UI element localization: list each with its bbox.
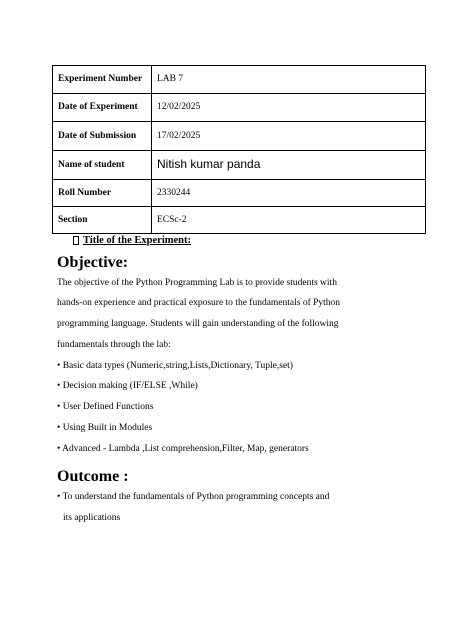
row-label: Date of Experiment xyxy=(53,94,152,122)
objective-bullet: • Decision making (IF/ELSE ,While) xyxy=(57,381,198,391)
objective-line: fundamentals through the lab: xyxy=(57,340,171,350)
experiment-info-table xyxy=(52,65,426,234)
outcome-line: its applications xyxy=(63,513,121,523)
row-value: 17/02/2025 xyxy=(152,122,426,151)
objective-line: programming language. Students will gain understanding of the following xyxy=(57,319,339,329)
table-row xyxy=(53,207,426,234)
row-label: Name of student xyxy=(53,151,152,180)
row-label: Experiment Number xyxy=(53,66,152,94)
table-row xyxy=(53,66,426,94)
row-value: Nitish kumar panda xyxy=(152,151,426,180)
row-value: ECSc-2 xyxy=(152,207,426,234)
table-row xyxy=(53,122,426,151)
objective-line: The objective of the Python Programming Lab is to provide students with xyxy=(57,278,337,288)
outcome-line: • To understand the fundamentals of Python programming concepts and xyxy=(57,492,330,502)
objective-heading: Objective: xyxy=(57,254,129,271)
row-value: 2330244 xyxy=(152,180,426,207)
experiment-title-text: Title of the Experiment: xyxy=(83,235,191,246)
outcome-heading: Outcome : xyxy=(57,468,129,485)
objective-bullet: • Advanced - Lambda ,List comprehension,Filter, Map, generators xyxy=(57,444,309,454)
row-label: Date of Submission xyxy=(53,122,152,151)
row-label: Section xyxy=(53,207,152,234)
table-row xyxy=(53,151,426,180)
table-row xyxy=(53,180,426,207)
experiment-title xyxy=(73,235,191,246)
row-value: 12/02/2025 xyxy=(152,94,426,122)
row-label: Roll Number xyxy=(53,180,152,207)
objective-bullet: • Basic data types (Numeric,string,Lists,Dictionary, Tuple,set) xyxy=(57,361,293,371)
objective-bullet: • User Defined Functions xyxy=(57,402,154,412)
row-value: LAB 7 xyxy=(152,66,426,94)
objective-line: hands-on experience and practical exposure to the fundamentals of Python xyxy=(57,298,341,308)
checkbox-icon xyxy=(73,236,79,245)
table-row xyxy=(53,94,426,122)
objective-bullet: • Using Built in Modules xyxy=(57,423,153,433)
